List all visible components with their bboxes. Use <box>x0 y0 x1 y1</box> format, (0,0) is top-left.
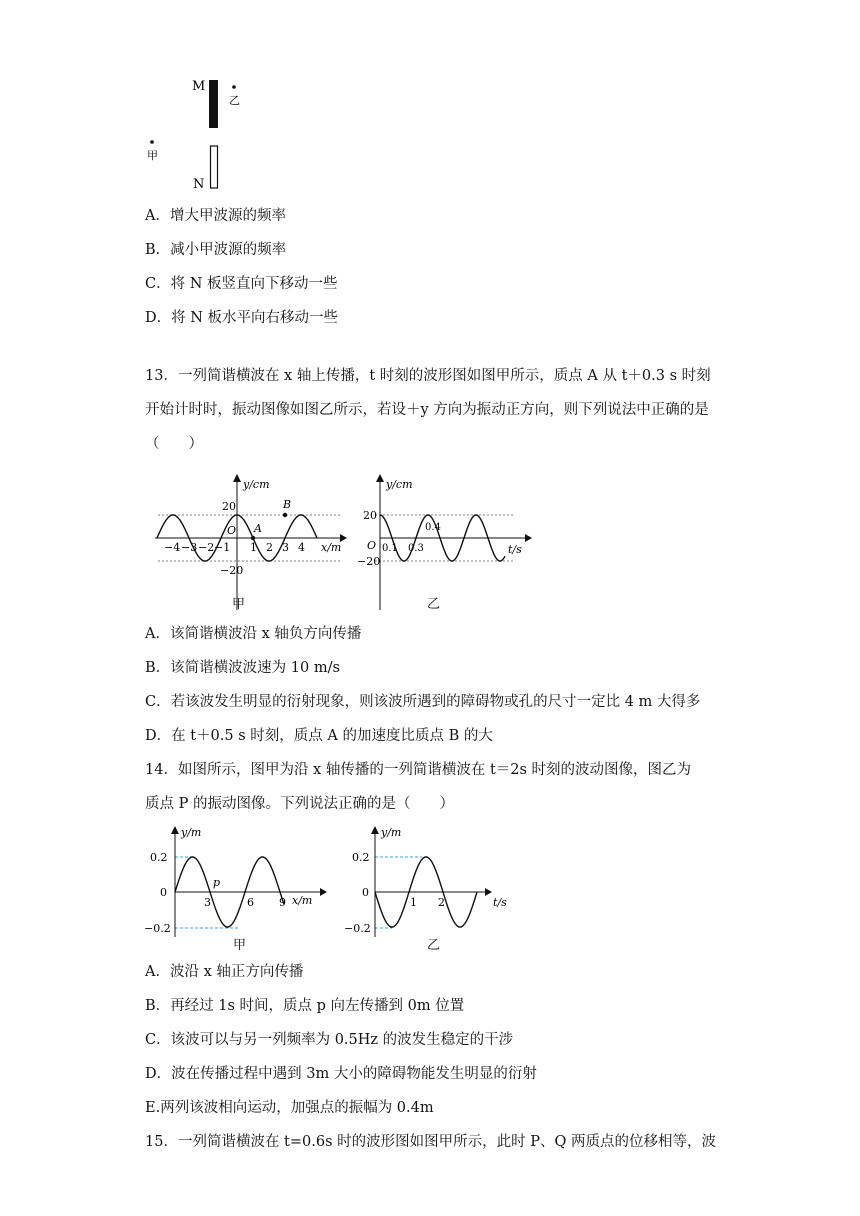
source-yi-dot <box>232 85 236 89</box>
q12-option-d: D．将 N 板水平向右移动一些 <box>145 310 339 326</box>
label-m: M <box>192 79 206 94</box>
q13-yi-ybot: −20 <box>357 555 381 568</box>
q13-xtick-2: 2 <box>266 541 273 554</box>
q14-vibration-svg <box>340 822 510 952</box>
q14-option-e: E.两列该波相向运动，加强点的振幅为 0.4m <box>145 1100 434 1116</box>
q13-jia-ybot: −20 <box>220 564 244 577</box>
q15-stem-line1: 15．一列简谐横波在 t=0.6s 时的波形图如图甲所示，此时 P、Q 两质点的位移相等，波 <box>145 1134 717 1150</box>
q14-option-d: D．波在传播过程中遇到 3m 大小的障碍物能发生明显的衍射 <box>145 1066 537 1082</box>
plate-m <box>209 80 218 128</box>
q13-yi-origin: O <box>367 539 377 552</box>
q13-xtick-m3: −3 <box>181 541 198 554</box>
plates-svg <box>140 70 260 195</box>
q12-option-c: C．将 N 板竖直向下移动一些 <box>145 276 338 292</box>
q13-xtick-1: 1 <box>250 541 257 554</box>
q13-option-b: B．该简谐横波波速为 10 m/s <box>145 660 340 676</box>
point-a <box>251 536 255 540</box>
q13-yi-t01: 0.1 <box>382 543 398 554</box>
label-n: N <box>193 177 205 192</box>
q14-option-c: C．该波可以与另一列频率为 0.5Hz 的波发生稳定的干涉 <box>145 1032 514 1048</box>
label-jia: 甲 <box>147 149 158 162</box>
q14-xtick-6: 6 <box>247 896 254 909</box>
q14-jia-ytop: 0.2 <box>150 851 168 864</box>
q13-vibration-figure <box>355 470 535 615</box>
q13-yi-ytop: 20 <box>363 509 377 522</box>
q14-yi-ylabel: y/m <box>381 826 402 839</box>
q13-xtick-m1: −1 <box>214 541 231 554</box>
q14-jia-xlabel: x/m <box>292 894 313 907</box>
q13-yi-ylabel: y/cm <box>386 478 413 491</box>
q13-option-d: D．在 t＋0.5 s 时刻，质点 A 的加速度比质点 B 的大 <box>145 728 493 744</box>
q13-xtick-m2: −2 <box>198 541 215 554</box>
q13-yi-xlabel: t/s <box>508 543 522 556</box>
q14-tick-1: 1 <box>410 896 417 909</box>
q13-label-b: B <box>283 498 292 511</box>
q14-jia-origin: 0 <box>160 886 167 899</box>
q13-stem-line2: 开始计时时，振动图像如图乙所示，若设＋y 方向为振动正方向，则下列说法中正确的是 <box>145 402 709 418</box>
q14-yi-ytop: 0.2 <box>352 851 370 864</box>
q13-jia-ylabel: y/cm <box>243 478 270 491</box>
q13-label-a: A <box>254 522 262 535</box>
q14-xtick-3: 3 <box>204 896 211 909</box>
q14-yi-xlabel: t/s <box>493 896 507 909</box>
q13-xtick-m4: −4 <box>164 541 181 554</box>
q14-jia-caption: 甲 <box>233 938 247 953</box>
q13-wave-figure <box>150 470 350 615</box>
q14-stem-line2: 质点 P 的振动图像。下列说法正确的是（ ） <box>145 796 454 812</box>
q14-wave-svg <box>140 822 330 952</box>
q12-option-a: A．增大甲波源的频率 <box>145 208 286 224</box>
q13-xtick-3: 3 <box>282 541 289 554</box>
q13-yi-t04: 0.4 <box>425 522 441 533</box>
q14-yi-ybot: −0.2 <box>344 922 371 935</box>
q14-xtick-9: 9 <box>279 896 286 909</box>
q14-yi-caption: 乙 <box>427 938 441 953</box>
plates-figure <box>140 70 260 195</box>
q14-option-b: B．再经过 1s 时间，质点 p 向左传播到 0m 位置 <box>145 998 465 1014</box>
q14-option-a: A．波沿 x 轴正方向传播 <box>145 964 304 980</box>
q13-stem-line3: （ ） <box>145 436 203 452</box>
q14-yi-origin: 0 <box>362 886 369 899</box>
q13-xtick-4: 4 <box>298 541 305 554</box>
q13-jia-ytop: 20 <box>222 500 236 513</box>
q14-jia-ybot: −0.2 <box>144 922 171 935</box>
q13-jia-origin: O <box>227 524 237 537</box>
q14-jia-ylabel: y/m <box>181 826 202 839</box>
q13-jia-xlabel: x/m <box>321 541 342 554</box>
q13-yi-t03: 0.3 <box>408 543 424 554</box>
q13-wave-svg <box>150 470 350 615</box>
q13-jia-caption: 甲 <box>232 597 246 612</box>
q13-vibration-svg <box>355 470 535 615</box>
q13-option-a: A．该简谐横波沿 x 轴负方向传播 <box>145 626 362 642</box>
q14-tick-2: 2 <box>438 896 445 909</box>
plate-n <box>211 146 218 188</box>
q14-label-p: p <box>213 876 221 889</box>
q14-vibration-figure <box>340 822 510 952</box>
q13-yi-caption: 乙 <box>427 597 441 612</box>
q14-wave-figure <box>140 822 330 952</box>
label-yi: 乙 <box>229 94 240 107</box>
point-b <box>283 513 287 517</box>
q13-option-c: C．若该波发生明显的衍射现象，则该波所遇到的障碍物或孔的尺寸一定比 4 m 大得多 <box>145 694 701 710</box>
source-jia-dot <box>150 140 154 144</box>
q13-stem-line1: 13．一列简谐横波在 x 轴上传播，t 时刻的波形图如图甲所示，质点 A 从 t＋0.3 s 时刻 <box>145 368 711 384</box>
q12-option-b: B．减小甲波源的频率 <box>145 242 287 258</box>
q14-stem-line1: 14．如图所示，图甲为沿 x 轴传播的一列简谐横波在 t＝2s 时刻的波动图像，图乙为 <box>145 762 692 778</box>
